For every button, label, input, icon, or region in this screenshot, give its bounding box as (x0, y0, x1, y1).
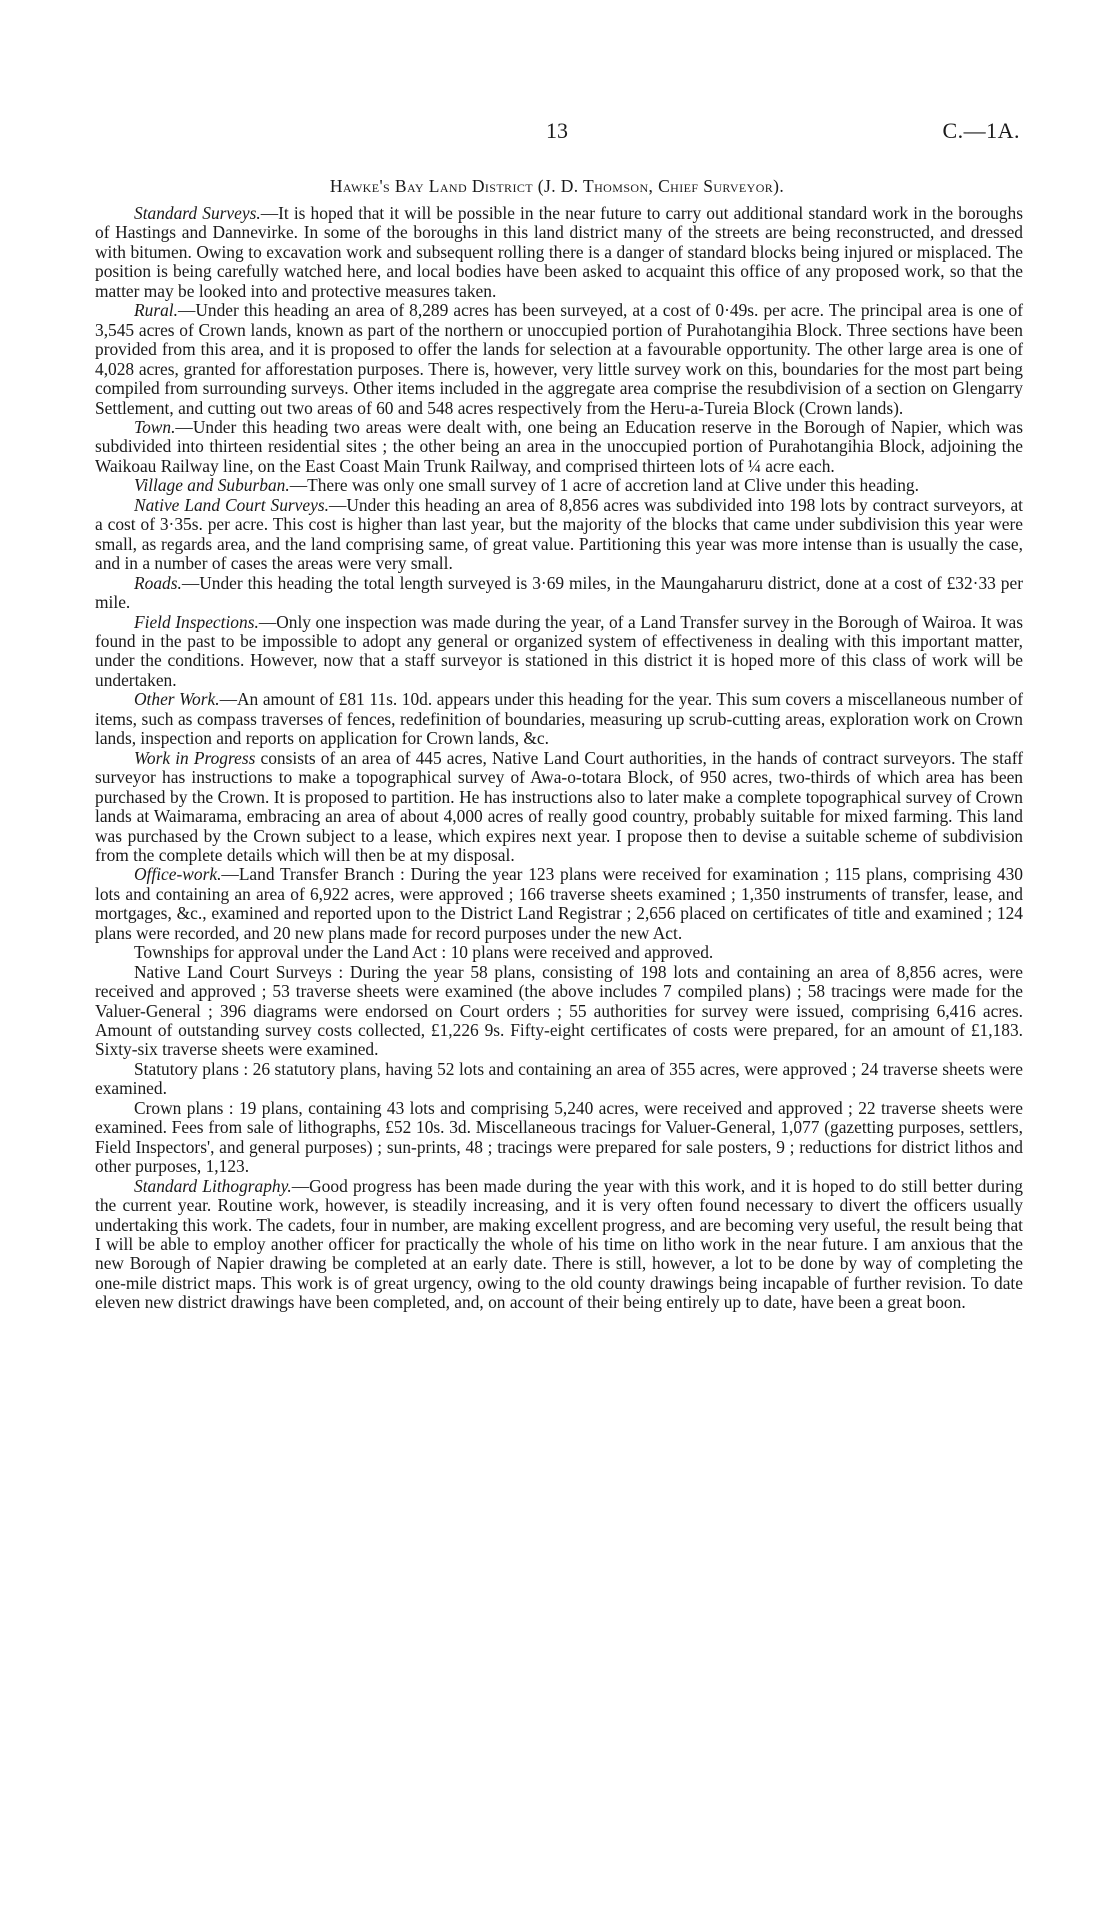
paragraph-text: —There was only one small survey of 1 acre of accretion land at Clive under this heading. (289, 475, 919, 496)
paragraph-text: —Under this heading an area of 8,289 acres has been surveyed, at a cost of 0·49s. per acre. The principal area is one of 3,545 acres of Crown lands, known as part of the northern or unoccupied portion of Purahotangihia Block. Three sections have been provided from this area, and it is proposed to offer the lands for selection at a favourable opportunity. The other large area is one of 4,028 acres, granted for afforestation purposes. There is, however, very little survey work on this, boundaries for the most part being compiled from surrounding surveys. Other items included in the aggregate area comprise the resubdivision of a section on Glengarry Settlement, and cutting out two areas of 60 and 548 acres respectively from the Heru-a-Tureia Block (Crown lands). (95, 300, 1023, 418)
paragraph-native-land-court-office (95, 963, 1023, 1060)
paragraph-standard-lithography (95, 1177, 1023, 1313)
page-number: 13 (546, 118, 568, 143)
paragraph-work-in-progress (95, 749, 1023, 866)
paragraph-text: —Good progress has been made during the year with this work, and it is hoped to do still better during the current year. Routine work, however, is steadily increasing, and it is very often found necessary to divert the officers usually undertaking this work. The cadets, four in number, are making excellent progress, and are becoming very useful, the result being that I will be able to employ another officer for practically the whole of his time on litho work in the near future. I am anxious that the new Borough of Napier drawing be completed at an early date. There is still, however, a lot to be done by way of completing the one-mile district maps. This work is of great urgency, owing to the old county drawings being incapable of further revision. To date eleven new district drawings have been completed, and, on account of their being entirely up to date, have been a great boon. (95, 1175, 1023, 1313)
section-title: Hawke's Bay Land District (J. D. Thomson, Chief Surveyor). (329, 176, 785, 196)
paragraph-heading: Standard Surveys. (134, 203, 261, 223)
paragraph-text: —Under this heading two areas were dealt with, one being an Education reserve in the Borough of Napier, which was subdivided into thirteen residential sites ; the other being an area in the unoccupied portion of Purahotangihia Block, adjoining the Waikoau Railway line, on the East Coast Main Trunk Railway, and comprised thirteen lots of ¼ acre each. (95, 416, 1023, 476)
page-header (0, 118, 1114, 148)
paragraph-roads (95, 574, 1023, 613)
paragraph-text: Native Land Court Surveys : During the year 58 plans, consisting of 198 lots and containing an area of 8,856 acres, were received and approved ; 53 traverse sheets were examined (the above includes 7 compiled plans) ; 58 tracings were made for the Valuer-General ; 396 diagrams were endorsed on Court orders ; 55 authorities for survey were issued, comprising 6,416 acres. Amount of outstanding survey costs collected, £1,226 9s. Fifty-eight certificates of costs were prepared, for an amount of £1,183. Sixty-six traverse sheets were examined. (95, 961, 1023, 1060)
paragraph-townships (95, 943, 1023, 962)
paragraph-town (95, 418, 1023, 476)
paper-reference: C.—1A. (942, 118, 1020, 143)
paragraph-text: Crown plans : 19 plans, containing 43 lots and comprising 5,240 acres, were received and approved ; 22 traverse sheets were examined. Fees from sale of lithographs, £52 10s. 3d. Miscellaneous tracings for Valuer-General, 1,077 (gazetting purposes, settlers, Field Inspectors', and general purposes) ; sun-prints, 48 ; tracings were prepared for sale posters, 9 ; reductions for district lithos and other purposes, 1,123. (95, 1097, 1023, 1177)
paragraph-native-land-court (95, 496, 1023, 574)
paragraph-field-inspections (95, 613, 1023, 691)
paragraph-heading: Native Land Court Surveys. (134, 494, 329, 515)
paragraph-heading: Work in Progress (134, 747, 256, 768)
paragraph-heading: Rural. (134, 300, 178, 321)
paragraph-text: —Land Transfer Branch : During the year 123 plans were received for examination ; 115 plans, comprising 430 lots and containing an area of 6,922 acres, were approved ; 166 traverse sheets examined ; 1,350 instruments of transfer, lease, and mortgages, &c., examined and reported upon to the District Land Registrar ; 2,656 placed on certificates of title and examined ; 124 plans were recorded, and 20 new plans made for record purposes under the new Act. (95, 864, 1023, 943)
paragraph-other-work (95, 690, 1023, 748)
paragraph-text: consists of an area of 445 acres, Native Land Court authorities, in the hands of contract surveyors. The staff surveyor has instructions to make a topographical survey of Awa-o-totara Block, of 950 acres, two-thirds of which area has been purchased by the Crown. It is proposed to partition. He has instructions also to later make a complete topographical survey of Crown lands at Waimarama, embracing an area of about 4,000 acres of really good country, probably suitable for mixed farming. This land was purchased by the Crown subject to a lease, which expires next year. I propose then to devise a suitable scheme of subdivision from the complete details which will then be at my disposal. (95, 747, 1023, 865)
paragraph-heading: Office-work. (134, 864, 222, 885)
paragraph-crown-plans (95, 1099, 1023, 1177)
paragraph-text: —Under this heading an area of 8,856 acres was subdivided into 198 lots by contract surveyors, at a cost of 3·35s. per acre. This cost is higher than last year, but the majority of the blocks that came under subdivision this year were small, as regards area, and the land comprising same, of great value. Partitioning this year was more intense than is usually the case, and in a number of cases the areas were very small. (95, 494, 1024, 574)
paragraph-office-work (95, 865, 1023, 943)
paragraph-statutory-plans (95, 1060, 1023, 1099)
paragraph-text: —It is hoped that it will be possible in the near future to carry out additional standard work in the boroughs of Hastings and Dannevirke. In some of the boroughs in this land district many of the streets are being reconstructed, and dressed with bitumen. Owing to excavation work and subsequent rolling there is a danger of standard blocks being injured or misplaced. The position is being carefully watched here, and local bodies have been asked to acquaint this office of any proposed work, so that the matter may be looked into and protective measures taken. (95, 203, 1023, 301)
paragraph-rural (95, 301, 1023, 418)
paragraph-text: Townships for approval under the Land Act : 10 plans were received and approved. (134, 942, 714, 963)
paragraph-heading: Standard Lithography. (134, 1175, 292, 1196)
paragraph-heading: Village and Suburban. (134, 475, 290, 496)
paragraph-heading: Field Inspections. (134, 611, 259, 632)
paragraph-text: —Under this heading the total length surveyed is 3·69 miles, in the Maungaharuru district, done at a cost of £32·33 per mile. (95, 572, 1023, 613)
report-body (95, 204, 1023, 1313)
paragraph-text: —Only one inspection was made during the year, of a Land Transfer survey in the Borough of Wairoa. It was found in the past to be impossible to adopt any general or organized system of effectiveness in dealing with this important matter, under the conditions. However, now that a staff surveyor is stationed in this district it is hoped more of this class of work will be undertaken. (95, 611, 1023, 690)
paragraph-village-suburban (95, 476, 1023, 495)
paragraph-heading: Roads. (134, 572, 182, 593)
paragraph-heading: Other Work. (134, 689, 220, 710)
paragraph-text: —An amount of £81 11s. 10d. appears under this heading for the year. This sum covers a miscellaneous number of items, such as compass traverses of fences, redefinition of boundaries, measuring up scrub-cutting areas, exploration work on Crown lands, inspection and reports on application for Crown lands, &c. (95, 689, 1024, 749)
paragraph-standard-surveys (95, 204, 1023, 301)
paragraph-heading: Town. (134, 416, 176, 437)
paragraph-text: Statutory plans : 26 statutory plans, having 52 lots and containing an area of 355 acres, were approved ; 24 traverse sheets were examined. (95, 1058, 1023, 1099)
